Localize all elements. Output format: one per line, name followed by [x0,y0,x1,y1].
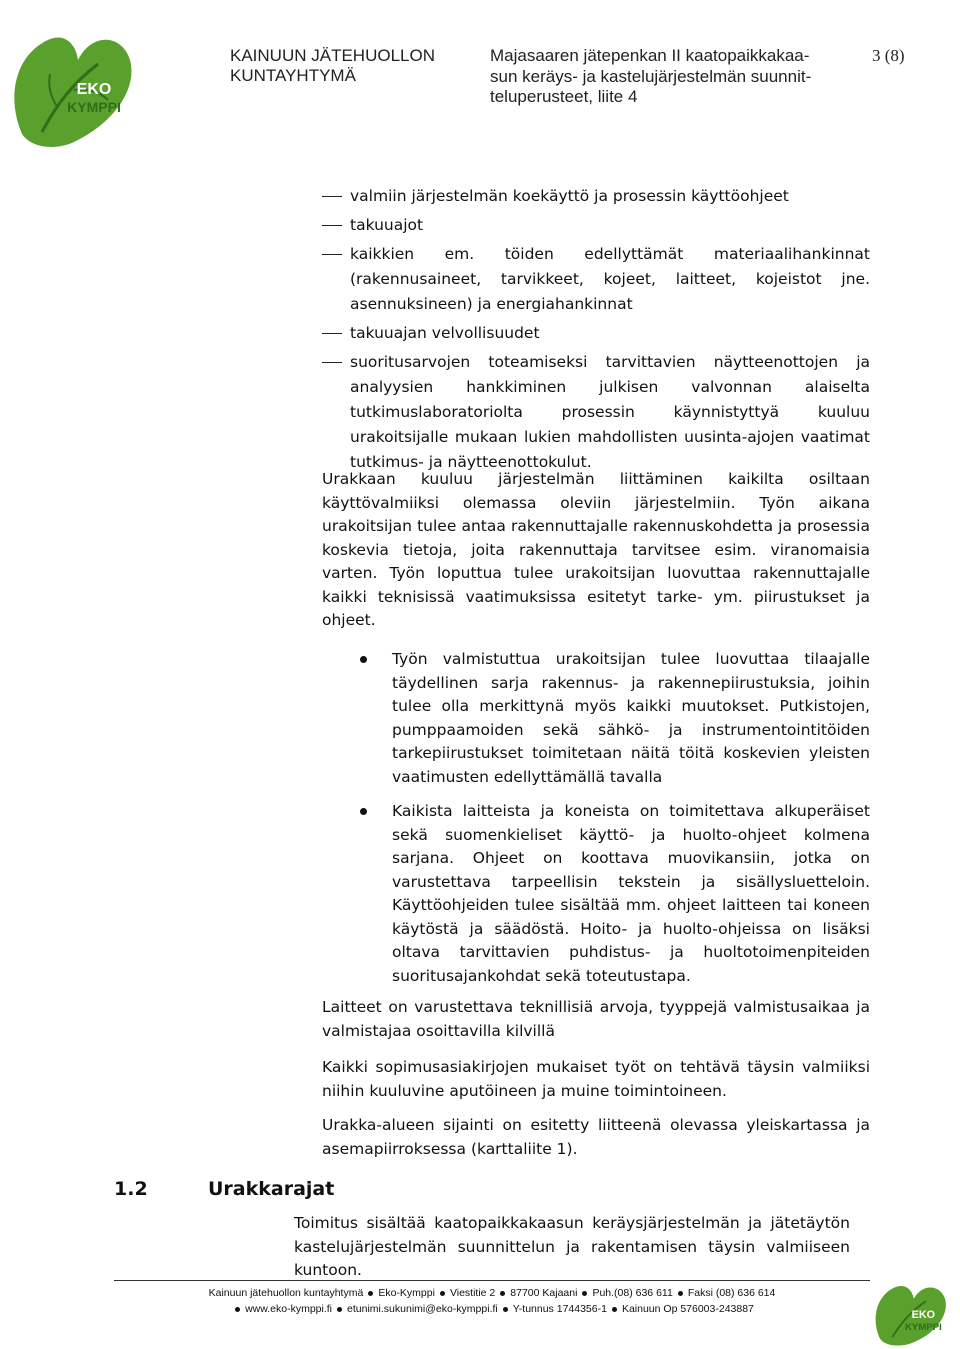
logo-text-eko: EKO [76,81,112,98]
bullet-item: Kaikista laitteista ja koneista on toimitettava alkuperäiset sekä suomenkieliset käyttö- ja huolto-ohjeet kolmena sarjana. Ohjeet on koottava muovikansiin, jotka on varustettava tarpeellisin tekstein ja sisällysluetteloin. Käyttöohjeiden tulee sisältää mm. ohjeet laitteen tai koneen käytöstä ja säädöstä. Hoito- ja huolto-ohjeissa on lisäksi oltava tarvittavien puhdistus- ja huoltotoimenpiteiden suoritusajankohdat sekä toteutustapa. [352,800,870,988]
section-heading [114,1178,334,1200]
paragraph-completion: Kaikki sopimusasiakirjojen mukaiset työt on tehtävä täysin valmiiksi niihin kuuluvine aputöineen ja muine toimintoineen. [322,1058,870,1100]
dash-list [322,184,870,479]
logo-small-text-kymppi: KYMPPI [905,1322,942,1333]
bullet-dot-icon [582,1291,587,1296]
header-title-line2: sun keräys- ja kastelujärjestelmän suunnit- [490,66,812,86]
eko-kymppi-logo-small [868,1270,956,1348]
list-item: takuuajan velvollisuudet [322,321,870,346]
footer-website-link[interactable]: www.eko-kymppi.fi [245,1303,333,1315]
paragraph-location: Urakka-alueen sijainti on esitetty liitteenä olevassa yleiskartassa ja asemapiirroksessa (karttaliite 1). [322,1116,870,1158]
header-org-line1: KAINUUN JÄTEHUOLLON [230,46,435,65]
list-item: kaikkien em. töiden edellyttämät materiaalihankinnat (rakennusaineet, tarvikkeet, kojeet, laitteet, kojeistot jne. asennuksineen) ja energiahankinnat [322,242,870,317]
eko-kymppi-logo [2,4,148,164]
footer-postal: 87700 Kajaani [510,1287,578,1299]
bullet-dot-icon [678,1291,683,1296]
section-number: 1.2 [114,1178,148,1200]
header-org-line2: KUNTAYHTYMÄ [230,66,356,85]
footer-business-id: Y-tunnus 1744356-1 [512,1303,607,1315]
section-title: Urakkarajat [208,1178,335,1200]
paragraph-scope: Toimitus sisältää kaatopaikkakaasun keräysjärjestelmän ja jätetäytön kastelujärjestelmän suunnittelun ja rakentamisen täysin valmiiseen kuntoon. [294,1214,850,1279]
page-number: 3 (8) [872,46,905,65]
paragraph-integration: Urakkaan kuuluu järjestelmän liittäminen kaikilta osiltaan käyttövalmiiksi olemassa oleviin järjestelmiin. Työn aikana urakoitsijan tulee antaa rakennuttajalle rakennuskohdetta ja prosessia koskevia tietoja, joita rakennuttaja tarvitsee esim. viranomaisia varten. Työn loputtua tulee urakoitsijan luovuttaa rakennuttajalle kaikki teknisissä vaatimuksissa esitetyt tarke- ym. piirustukset ja ohjeet. [322,470,870,629]
bullet-dot-icon [500,1291,505,1296]
paragraph-nameplates: Laitteet on varustettava teknillisiä arvoja, tyyppejä valmistusaikaa ja valmistajaa osoittavilla kilvillä [322,998,870,1040]
header-title-line3: teluperusteet, liite 4 [490,87,638,106]
bullet-dot-icon [235,1307,240,1312]
list-item: valmiin järjestelmän koekäyttö ja prosessin käyttöohjeet [322,184,870,209]
footer-contact [114,1302,870,1317]
list-item: takuuajot [322,213,870,238]
footer-divider [114,1280,870,1281]
header-organization [230,46,435,86]
bullet-dot-icon [337,1307,342,1312]
logo-text-kymppi: KYMPPI [67,99,121,115]
footer-bank: Kainuun Op 576003-243887 [621,1303,754,1315]
bullet-dot-icon [612,1307,617,1312]
footer-org: Kainuun jätehuollon kuntayhtymä [208,1287,364,1299]
list-item: suoritusarvojen toteamiseksi tarvittavien näytteenottojen ja analyysien hankkiminen julkisen valvonnan alaiselta tutkimuslaboratoriolta prosessin käynnistyttyä kuuluu urakoitsijalle mukaan lukien mahdollisten uusinta-ajojen vaatimat tutkimus- ja näytteenottokulut. [322,350,870,475]
header-document-title [490,46,870,108]
footer-brand: Eko-Kymppi [378,1287,435,1299]
footer-fax: Faksi (08) 636 614 [687,1287,776,1299]
logo-small-text-eko: EKO [911,1309,936,1321]
bullet-dot-icon [503,1307,508,1312]
bullet-dot-icon [440,1291,445,1296]
footer-phone: Puh.(08) 636 611 [592,1287,673,1299]
footer-street: Viestitie 2 [449,1287,496,1299]
bullet-list [352,648,870,999]
bullet-dot-icon [368,1291,373,1296]
header-title-line1: Majasaaren jätepenkan II kaatopaikkakaa- [490,46,810,65]
footer-email-link[interactable]: etunimi.sukunimi@eko-kymppi.fi [347,1303,498,1315]
footer-address [114,1286,870,1301]
bullet-item: Työn valmistuttua urakoitsijan tulee luovuttaa tilaajalle täydellinen sarja rakennus- ja rakennepiirustuksia, joihin tulee olla merkittynä myös kaikki muutokset. Putkistojen, pumppaamoiden sekä sähkö- ja instrumentointitöiden tarkepiirustukset toimitetaan näitä töitä koskevien yleisten vaatimusten edellyttämällä tavalla [352,648,870,789]
